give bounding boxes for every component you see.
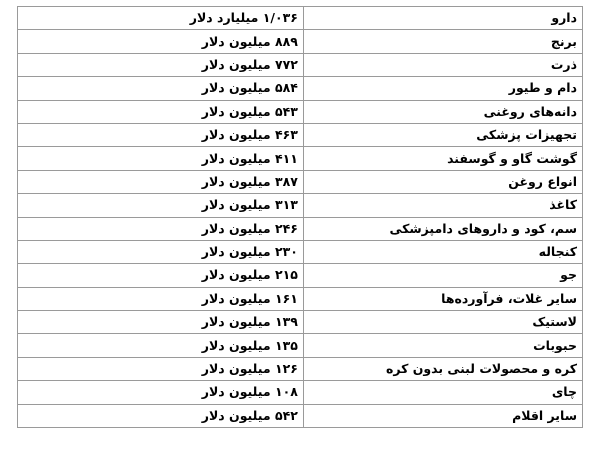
item-cell: کاغذ <box>303 194 582 217</box>
item-cell: دانه‌های روغنی <box>303 100 582 123</box>
imports-table <box>17 6 583 428</box>
item-cell: جو <box>303 264 582 287</box>
amount-cell: ۸۸۹ میلیون دلار <box>18 30 304 53</box>
item-cell: سم، کود و داروهای دامپزشکی <box>303 217 582 240</box>
amount-cell: ۳۱۳ میلیون دلار <box>18 194 304 217</box>
amount-cell: ۵۴۳ میلیون دلار <box>18 100 304 123</box>
item-cell: چای <box>303 381 582 404</box>
item-cell: انواع روغن <box>303 170 582 193</box>
item-cell: سایر اقلام <box>303 404 582 427</box>
table-row <box>18 7 583 30</box>
table-row <box>18 194 583 217</box>
item-cell: دام و طیور <box>303 77 582 100</box>
table-row <box>18 170 583 193</box>
amount-cell: ۷۷۲ میلیون دلار <box>18 53 304 76</box>
amount-cell: ۱۳۵ میلیون دلار <box>18 334 304 357</box>
table-row <box>18 123 583 146</box>
table-row <box>18 334 583 357</box>
table-row <box>18 30 583 53</box>
item-cell: برنج <box>303 30 582 53</box>
amount-cell: ۲۳۰ میلیون دلار <box>18 240 304 263</box>
amount-cell: ۴۱۱ میلیون دلار <box>18 147 304 170</box>
table-row <box>18 357 583 380</box>
amount-cell: ۱۳۹ میلیون دلار <box>18 311 304 334</box>
amount-cell: ۳۸۷ میلیون دلار <box>18 170 304 193</box>
item-cell: کره و محصولات لبنی بدون کره <box>303 357 582 380</box>
amount-cell: ۱۰۸ میلیون دلار <box>18 381 304 404</box>
item-cell: گوشت گاو و گوسفند <box>303 147 582 170</box>
item-cell: حبوبات <box>303 334 582 357</box>
item-cell: دارو <box>303 7 582 30</box>
table-row <box>18 404 583 427</box>
table-row <box>18 100 583 123</box>
item-cell: ذرت <box>303 53 582 76</box>
table-row <box>18 264 583 287</box>
table-row <box>18 77 583 100</box>
amount-cell: ۵۴۲ میلیون دلار <box>18 404 304 427</box>
table-row <box>18 311 583 334</box>
amount-cell: ۵۸۴ میلیون دلار <box>18 77 304 100</box>
imports-table-body <box>18 7 583 428</box>
item-cell: لاستیک <box>303 311 582 334</box>
amount-cell: ۴۶۳ میلیون دلار <box>18 123 304 146</box>
table-row <box>18 287 583 310</box>
amount-cell: ۱۶۱ میلیون دلار <box>18 287 304 310</box>
table-row <box>18 147 583 170</box>
table-row <box>18 240 583 263</box>
imports-table-container <box>17 6 583 428</box>
table-row <box>18 53 583 76</box>
item-cell: تجهیزات پزشکی <box>303 123 582 146</box>
amount-cell: ۱/۰۳۶ میلیارد دلار <box>18 7 304 30</box>
amount-cell: ۲۴۶ میلیون دلار <box>18 217 304 240</box>
amount-cell: ۱۲۶ میلیون دلار <box>18 357 304 380</box>
amount-cell: ۲۱۵ میلیون دلار <box>18 264 304 287</box>
table-row <box>18 381 583 404</box>
item-cell: سایر غلات، فرآورده‌ها <box>303 287 582 310</box>
item-cell: کنجاله <box>303 240 582 263</box>
table-row <box>18 217 583 240</box>
